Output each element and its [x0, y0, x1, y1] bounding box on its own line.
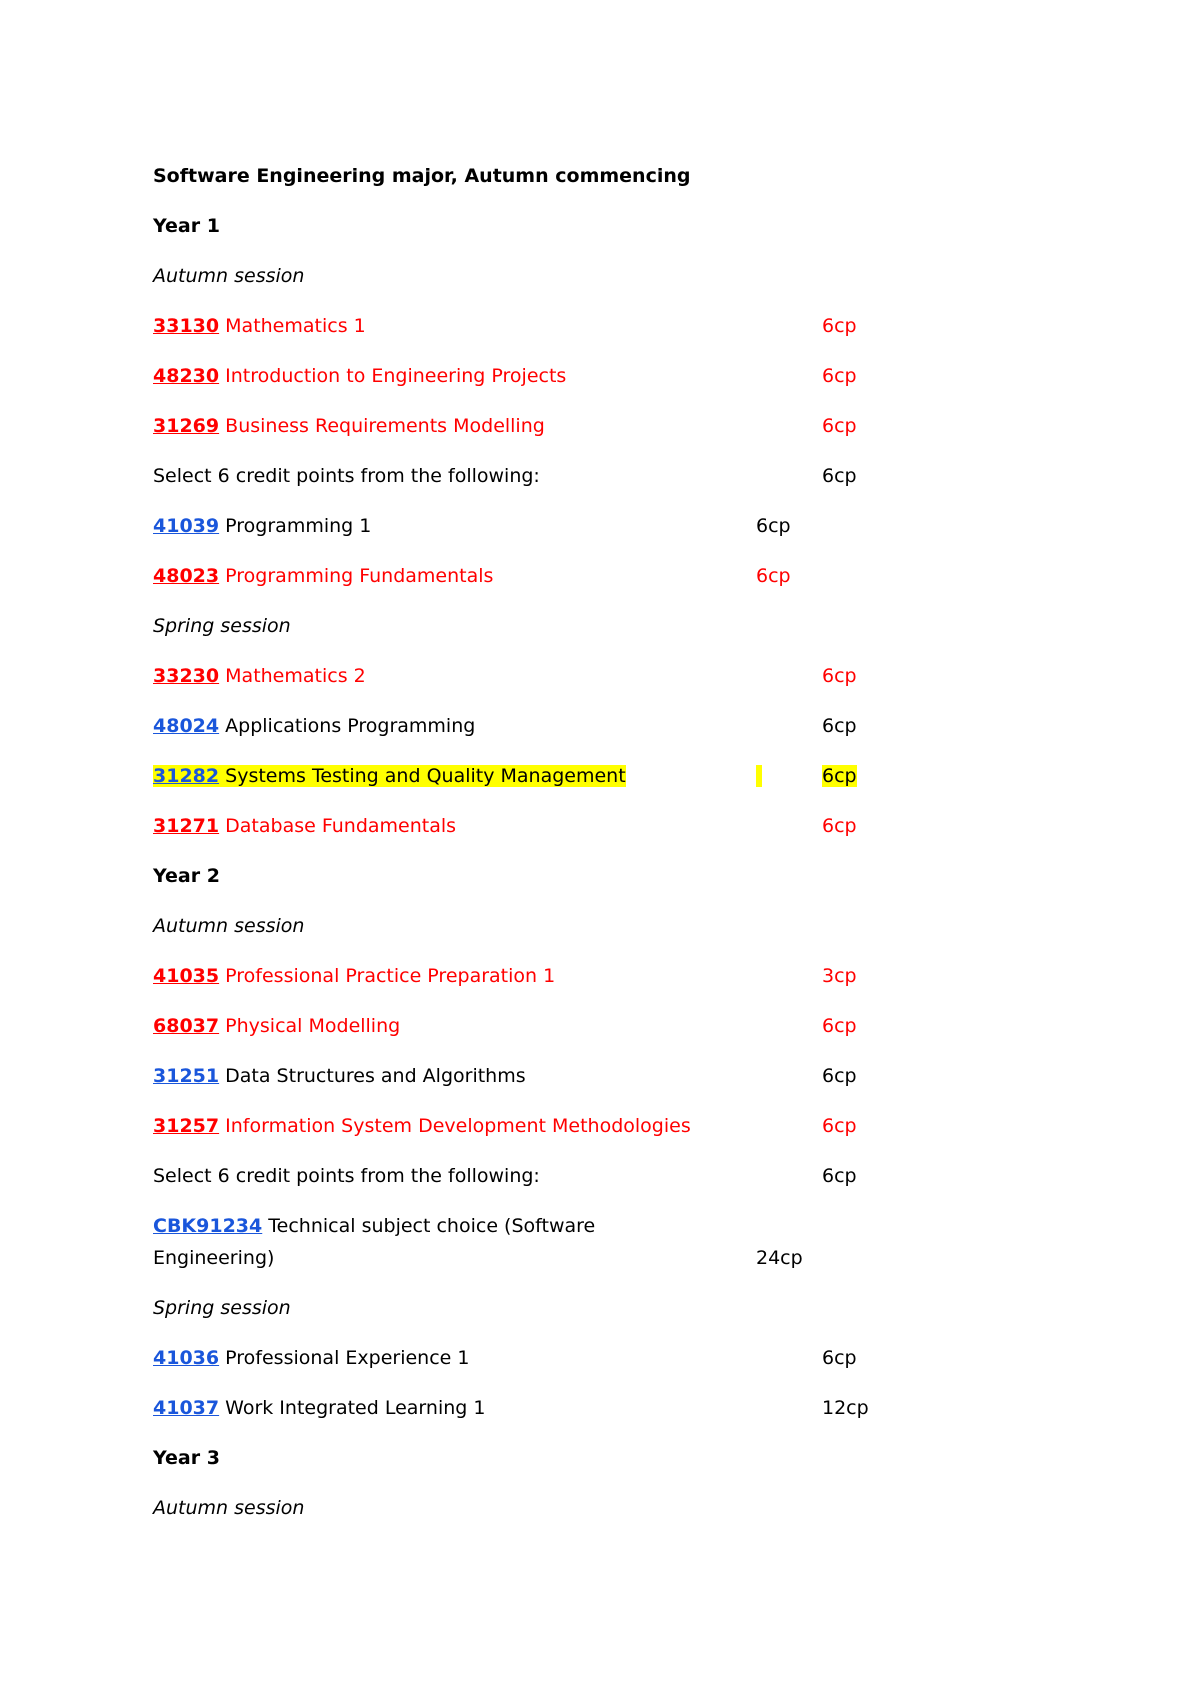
- list-item: [153, 961, 555, 991]
- credit-points: 6cp: [822, 765, 857, 787]
- list-item: [153, 1011, 400, 1041]
- credit-points: 6cp: [822, 365, 857, 387]
- list-item: [153, 1393, 485, 1423]
- subject-name: Programming 1: [225, 515, 372, 537]
- list-item: [153, 1211, 595, 1241]
- subject-code-link[interactable]: CBK91234: [153, 1215, 263, 1237]
- credit-points: 6cp: [822, 1065, 857, 1087]
- subject-name: Programming Fundamentals: [225, 565, 494, 587]
- year-1-heading: Year 1: [153, 215, 220, 237]
- subject-name: Business Requirements Modelling: [225, 415, 545, 437]
- year-3-heading: Year 3: [153, 1447, 220, 1469]
- selection-instruction: Select 6 credit points from the following:: [153, 465, 540, 487]
- subject-code-link[interactable]: 68037: [153, 1015, 220, 1037]
- subject-name: Introduction to Engineering Projects: [225, 365, 567, 387]
- subject-code-link[interactable]: 48023: [153, 565, 220, 587]
- list-item: [153, 1111, 691, 1141]
- subject-code-link[interactable]: 48230: [153, 365, 220, 387]
- list-item: [153, 411, 545, 441]
- subject-code-link[interactable]: 33230: [153, 665, 220, 687]
- credit-points: 6cp: [822, 1015, 857, 1037]
- subject-name: Mathematics 1: [225, 315, 366, 337]
- credit-points: 6cp: [822, 1115, 857, 1137]
- list-item: [153, 511, 371, 541]
- list-item: [153, 311, 366, 341]
- year-2-autumn-session-label: Autumn session: [153, 915, 305, 937]
- year-2-spring-session-label: Spring session: [153, 1297, 291, 1319]
- credit-points: 6cp: [822, 315, 857, 337]
- subject-code-link[interactable]: 41036: [153, 1347, 220, 1369]
- list-item: [153, 661, 366, 691]
- subject-name-continued: Engineering): [153, 1247, 275, 1269]
- subject-name: Mathematics 2: [225, 665, 366, 687]
- credit-points: 24cp: [756, 1247, 803, 1269]
- credit-points: 6cp: [822, 665, 857, 687]
- selection-instruction: Select 6 credit points from the following:: [153, 1165, 540, 1187]
- subject-code-link[interactable]: 33130: [153, 315, 220, 337]
- list-item: [153, 361, 566, 391]
- subject-name: Applications Programming: [225, 715, 476, 737]
- list-item: [153, 1343, 469, 1373]
- list-item-highlighted: [153, 761, 626, 791]
- subject-code-link[interactable]: 31269: [153, 415, 220, 437]
- credit-points: 6cp: [822, 715, 857, 737]
- highlight-mark: [756, 765, 762, 787]
- subject-code-link[interactable]: 31282: [153, 765, 220, 787]
- subject-name: Database Fundamentals: [225, 815, 457, 837]
- subject-name: Technical subject choice (Software: [268, 1215, 596, 1237]
- subject-code-link[interactable]: 31251: [153, 1065, 220, 1087]
- credit-points: 6cp: [756, 515, 791, 537]
- credit-points: 6cp: [756, 565, 791, 587]
- subject-name: Data Structures and Algorithms: [225, 1065, 526, 1087]
- subject-name: Systems Testing and Quality Management: [225, 765, 626, 787]
- credit-points: 6cp: [822, 465, 857, 487]
- subject-code-link[interactable]: 41035: [153, 965, 220, 987]
- year-1-autumn-session-label: Autumn session: [153, 265, 305, 287]
- subject-name: Professional Experience 1: [225, 1347, 470, 1369]
- subject-name: Professional Practice Preparation 1: [225, 965, 556, 987]
- credit-points: 3cp: [822, 965, 857, 987]
- subject-code-link[interactable]: 31257: [153, 1115, 220, 1137]
- list-item: [153, 811, 456, 841]
- list-item: [153, 711, 475, 741]
- page-title: Software Engineering major, Autumn commencing: [153, 165, 691, 187]
- subject-name: Information System Development Methodologies: [225, 1115, 691, 1137]
- subject-code-link[interactable]: 41039: [153, 515, 220, 537]
- year-3-autumn-session-label: Autumn session: [153, 1497, 305, 1519]
- subject-name: Work Integrated Learning 1: [225, 1397, 486, 1419]
- subject-name: Physical Modelling: [225, 1015, 401, 1037]
- credit-points: 6cp: [822, 1165, 857, 1187]
- year-1-spring-session-label: Spring session: [153, 615, 291, 637]
- subject-code-link[interactable]: 31271: [153, 815, 220, 837]
- credit-points: 6cp: [822, 815, 857, 837]
- subject-code-link[interactable]: 48024: [153, 715, 220, 737]
- list-item: [153, 1061, 526, 1091]
- credit-points: 6cp: [822, 415, 857, 437]
- credit-points: 6cp: [822, 1347, 857, 1369]
- list-item: [153, 561, 493, 591]
- year-2-heading: Year 2: [153, 865, 220, 887]
- credit-points: 12cp: [822, 1397, 869, 1419]
- subject-code-link[interactable]: 41037: [153, 1397, 220, 1419]
